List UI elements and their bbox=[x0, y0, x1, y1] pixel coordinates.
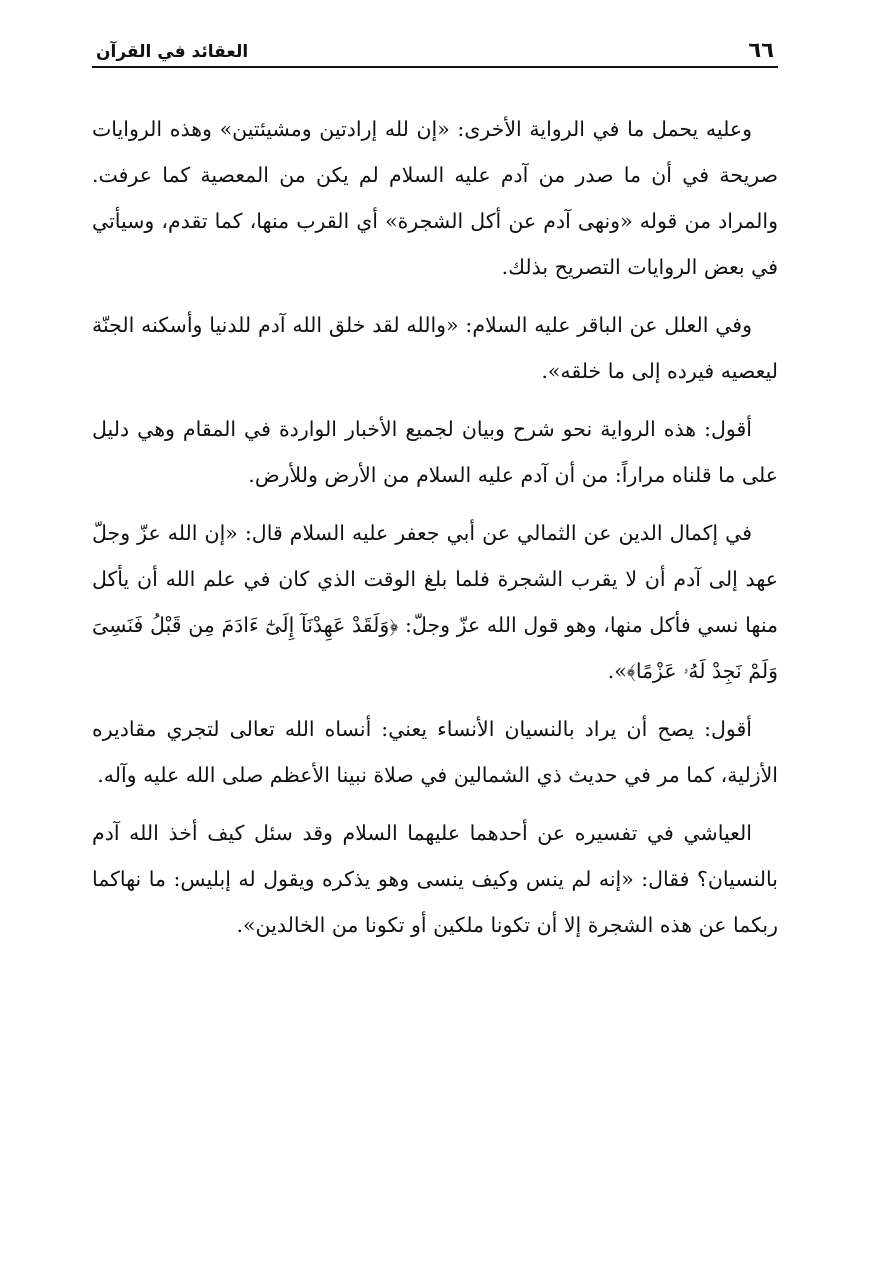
page-header bbox=[92, 30, 778, 68]
paragraph-6: العياشي في تفسيره عن أحدهما عليهما السلام وقد سئل كيف أخذ الله آدم بالنسيان؟ فقال: «إنه لم ينس وكيف ينسى وهو يذكره ويقول له إبليس: ما نهاكما ربكما عن هذه الشجرة إلا أن تكونا ملكين أو تكونا من الخالدين». bbox=[92, 821, 778, 937]
paragraph-2: وفي العلل عن الباقر عليه السلام: «والله لقد خلق الله آدم للدنيا وأسكنه الجنّة ليعصيه فيرده إلى ما خلقه». bbox=[92, 313, 778, 383]
paragraph-4: في إكمال الدين عن الثمالي عن أبي جعفر عليه السلام قال: «إن الله عزّ وجلّ عهد إلى آدم أن لا يقرب الشجرة فلما بلغ الوقت الذي كان في علم الله أن يأكل منها نسي فأكل منها، وهو قول الله عزّ وجلّ: ﴿وَلَقَدْ عَهِدْنَآ إِلَىٰٓ ءَادَمَ مِن قَبْلُ فَنَسِىَ وَلَمْ نَجِدْ لَهُۥ عَزْمًا﴾». bbox=[92, 521, 778, 683]
book-page bbox=[92, 30, 778, 948]
page-number: ٦٦ bbox=[748, 38, 774, 62]
paragraph-3: أقول: هذه الرواية نحو شرح وبيان لجميع الأخبار الواردة في المقام وهي دليل على ما قلناه مراراً: من أن آدم عليه السلام من الأرض وللأرض. bbox=[92, 417, 778, 487]
page-body bbox=[92, 106, 778, 948]
running-title: العقائد في القرآن bbox=[96, 42, 249, 62]
paragraph-5: أقول: يصح أن يراد بالنسيان الأنساء يعني: أنساه الله تعالى لتجري مقاديره الأزلية، كما مر في حديث ذي الشمالين في صلاة نبينا الأعظم صلى الله عليه وآله. bbox=[92, 717, 778, 787]
paragraph-1: وعليه يحمل ما في الرواية الأخرى: «إن لله إرادتين ومشيئتين» وهذه الروايات صريحة في أن ما صدر من آدم عليه السلام لم يكن من المعصية كما عرفت. والمراد من قوله «ونهى آدم عن أكل الشجرة» أي القرب منها، كما تقدم، وسيأتي في بعض الروايات التصريح بذلك. bbox=[92, 117, 778, 279]
